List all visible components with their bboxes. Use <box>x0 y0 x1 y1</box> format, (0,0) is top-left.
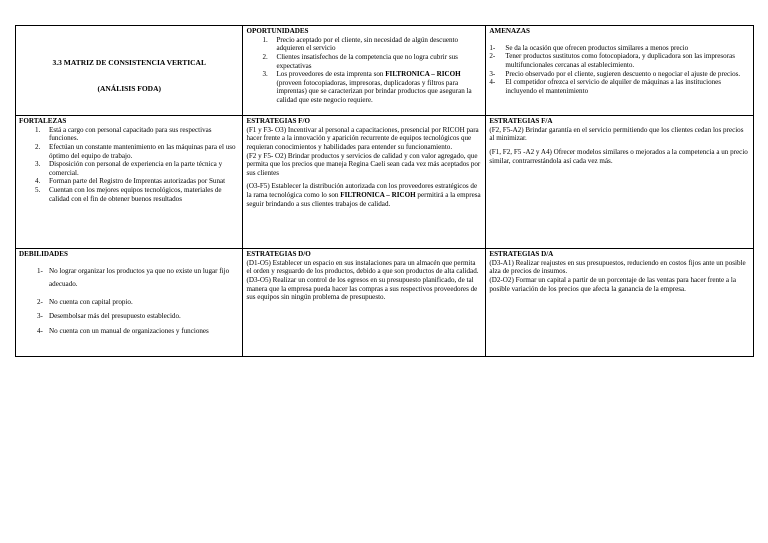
oportunidades-list <box>246 36 482 105</box>
list-item: 4- El competidor ofrezca el servicio de alquiler de máquinas a las instituciones incluyendo el mantenimiento <box>489 78 722 95</box>
estrategias-da-cell <box>486 249 754 357</box>
list-item: 1- Se da la ocasión que ofrecen productos similares a menos precio <box>489 43 689 52</box>
estrategia-text: (F2, F5-A2) Brindar garantía en el servicio permitiendo que los clientes cedan los precios al minimizar. <box>489 125 744 143</box>
estrategias-do-header: ESTRATEGIAS D/O <box>246 250 311 258</box>
debilidades-header: DEBILIDADES <box>19 250 68 258</box>
estrategia-text: (D3-O5) Realizar un control de los egresos en su presupuesto planificado, de tal manera que la empresa pueda hacer las compras a sus respectivos proveedores de sus equipos sin ningún problema de presupuesto. <box>246 275 478 302</box>
fortalezas-cell <box>16 116 243 249</box>
list-item: 1. Está a cargo con personal capacitado para sus respectivas funciones. <box>35 125 212 143</box>
list-item: 2. Clientes insatisfechos de la competencia que no logra cubrir sus expectativas <box>262 52 458 70</box>
list-item: 1- No lograr organizar los productos ya que no existe un lugar fijo adecuado. <box>37 266 230 289</box>
oportunidades-cell <box>243 26 486 116</box>
list-item: 5. Cuentan con los mejores equipos tecnológicos, materiales de calidad con el fin de obtener buenos resultados <box>35 186 222 203</box>
estrategia-text: (F1 y F3- O3) Incentivar al personal a capacitaciones, presencial por RICOH para hacer frente a la innovación y aparición recurrente de equipos tecnológicos que requieran conocimientos y habilidades para entender su funcionamiento. <box>246 125 479 151</box>
matrix-title: 3.3 MATRIZ DE CONSISTENCIA VERTICAL <box>52 58 206 68</box>
estrategia-text: (D2-O2) Formar un capital a partir de un porcentaje de las ventas para hacer frente a la posible variación de los precios que afecta la ganancia de la empresa. <box>489 275 736 293</box>
estrategias-fo-header: ESTRATEGIAS F/O <box>246 117 311 125</box>
debilidades-list <box>19 265 239 336</box>
estrategia-text: (F2 y F5- O2) Brindar productos y servicios de calidad y con valor agregado, que permita que los precios que maneja Regina Caeli sean cada vez más aceptados por sus clientes <box>246 151 481 177</box>
list-item: 4. Forman parte del Registro de Imprentas autorizadas por Sunat <box>35 177 226 186</box>
list-item: 3- Precio observado por el cliente, sugieren descuento o negociar el ajuste de precios. <box>489 69 741 78</box>
fortalezas-header: FORTALEZAS <box>19 117 67 125</box>
matrix-title-cell <box>16 26 243 116</box>
estrategias-da-header: ESTRATEGIAS D/A <box>489 250 554 258</box>
oportunidades-header: OPORTUNIDADES <box>246 27 309 35</box>
amenazas-header: AMENAZAS <box>489 27 530 35</box>
matrix-subtitle: (ANÁLISIS FODA) <box>97 83 162 93</box>
list-item: 4- No cuenta con un manual de organizaciones y funciones <box>37 326 209 335</box>
foda-matrix <box>15 25 754 357</box>
list-item: 2- Tener productos sustitutos como fotocopiadora, y duplicadora son las impresoras multifuncionales cercanas al establecimiento. <box>489 52 735 69</box>
estrategias-fo-cell <box>243 116 486 249</box>
amenazas-list <box>489 44 750 96</box>
list-item: 3. Los proveedores de esta imprenta son FILTRONICA – RICOH (proveen fotocopiadoras, impresoras, duplicadoras y filtros para imprentas) que se caracterizan por brindar productos que aseguran la calidad que este negocio requiere. <box>262 70 472 105</box>
estrategias-fa-cell <box>486 116 754 249</box>
estrategia-text: (D3-A1) Realizar reajustes en sus presupuestos, reduciendo en costos fijos ante un posible alza de precios de insumos. <box>489 258 746 276</box>
list-item: 3. Disposición con personal de experiencia en la parte técnica y comercial. <box>35 160 223 177</box>
estrategia-text: (F1, F2, F5 -A2 y A4) Ofrecer modelos similares o mejorados a la competencia a un precio similar, contrarrestándola así cada vez más. <box>489 147 748 165</box>
estrategia-text: (O3-F5) Establecer la distribución autorizada con los proveedores estratégicos de la rama tecnológica como lo son FILTRONICA – RICOH permitirá a la empresa seguir brindando a sus clientes trabajos de calidad. <box>246 182 481 208</box>
fortalezas-list <box>19 126 239 204</box>
amenazas-cell <box>486 26 754 116</box>
list-item: 1. Precio aceptado por el cliente, sin necesidad de algún descuento adquieren el servicio <box>262 35 459 53</box>
list-item: 2. Efectúan un constante mantenimiento en las máquinas para el uso óptimo del equipo de trabajo. <box>35 142 236 160</box>
estrategias-do-cell <box>243 249 486 357</box>
list-item: 3- Desembolsar más del presupuesto establecido. <box>37 312 181 321</box>
estrategias-fa-header: ESTRATEGIAS F/A <box>489 117 553 125</box>
estrategia-text: (D1-O5) Establecer un espacio en sus instalaciones para un almacén que permita el orden y resguardo de los productos, debido a que son productos de alta calidad. <box>246 258 479 276</box>
list-item: 2- No cuenta con capital propio. <box>37 297 133 306</box>
debilidades-cell <box>16 249 243 357</box>
